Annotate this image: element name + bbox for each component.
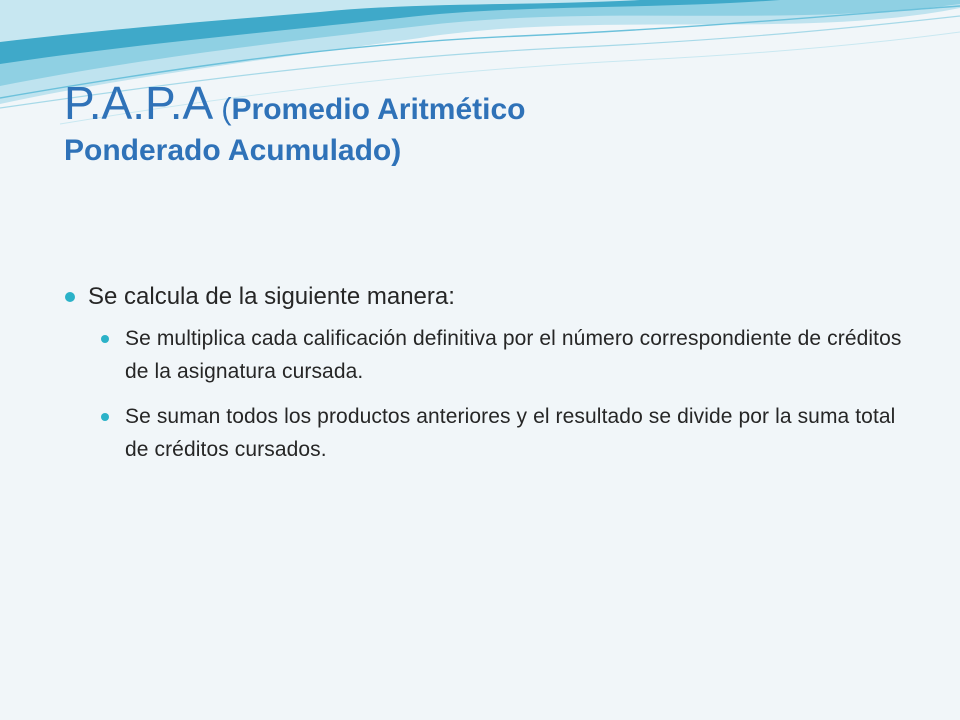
sub-bullet-list (64, 322, 914, 466)
bullet-text: Se calcula de la siguiente manera: (88, 283, 455, 310)
sub-bullet-item (64, 322, 914, 388)
title-line-2: Ponderado Acumulado) (64, 134, 402, 167)
sub-bullet-item (64, 400, 914, 466)
slide-body (64, 282, 914, 478)
title-open-paren: ( (221, 91, 232, 126)
bullet-level-1 (64, 282, 914, 312)
sub-bullet-dot-icon (101, 335, 109, 343)
slide-title (64, 77, 924, 167)
title-bold-part: Promedio Aritmético (231, 93, 526, 126)
sub-bullet-dot-icon (101, 413, 109, 421)
title-abbreviation: P.A.P.A (64, 77, 214, 129)
title-line-1 (64, 77, 924, 129)
sub-bullet-text: Se multiplica cada calificación definitiva por el número correspondiente de créditos de la asignatura cursada. (125, 327, 902, 383)
sub-bullet-text: Se suman todos los productos anteriores y el resultado se divide por la suma total de créditos cursados. (125, 405, 896, 461)
bullet-dot-icon (65, 292, 75, 302)
